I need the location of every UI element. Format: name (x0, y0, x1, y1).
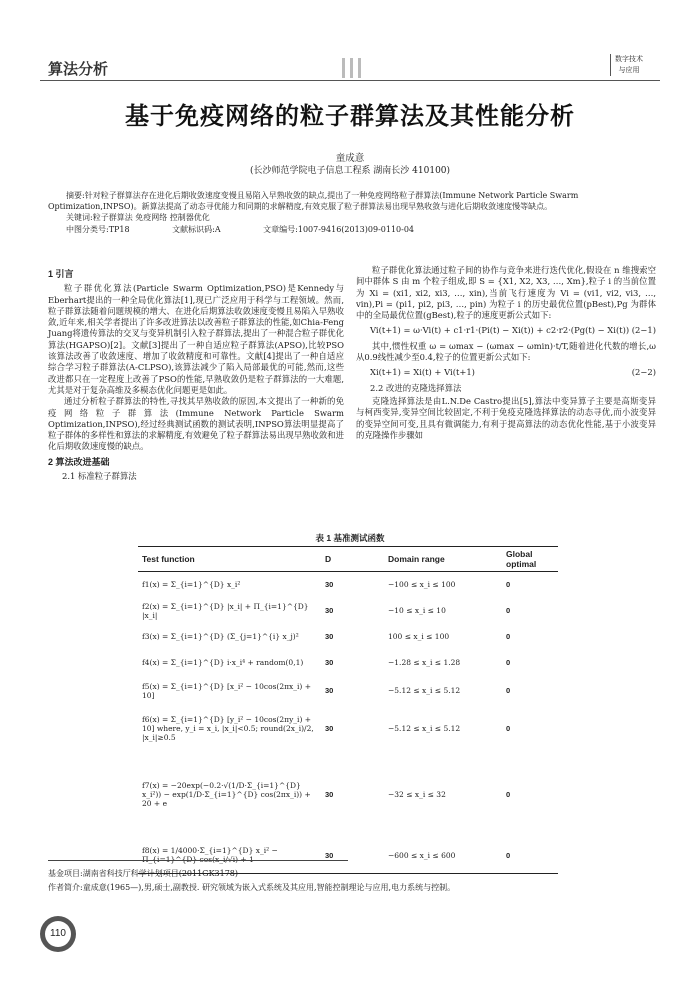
subsection-heading-pso: 2.1 标准粒子群算法 (62, 471, 137, 482)
col-header-d: D (321, 547, 384, 572)
domain-range: −600 ≤ x_i ≤ 600 (384, 838, 502, 874)
left-column (48, 265, 344, 484)
dimension: 30 (325, 658, 334, 667)
test-function-f1: f1(x) = Σ_{i=1}^{D} x_i² (142, 580, 241, 590)
footnote-rule (48, 860, 348, 861)
section-heading-basis: 2 算法改进基础 (48, 456, 110, 467)
col-header-function: Test function (138, 547, 321, 572)
page-number: 110 (45, 921, 71, 947)
global-optimal: 0 (506, 686, 511, 695)
dimension: 30 (325, 724, 334, 733)
table-row (138, 706, 558, 752)
domain-range: −5.12 ≤ x_i ≤ 5.12 (388, 686, 461, 695)
test-function-f3: f3(x) = Σ_{i=1}^{D} (Σ_{j=1}^{i} x_j)² (142, 632, 299, 641)
table-row (138, 676, 558, 706)
global-optimal: 0 (506, 658, 511, 667)
section-heading-intro: 1 引言 (48, 269, 74, 279)
paper-title: 基于免疫网络的粒子群算法及其性能分析 (125, 101, 575, 130)
clc-number: 中图分类号:TP18 (66, 225, 130, 234)
inertia-paragraph: 其中,惯性权重 ω = ωmax − (ωmax − ωmin)·t/T,随着进化代数的增长,ω从0.9线性减少至0.4,粒子的位置更新公式如下: (356, 340, 656, 363)
global-optimal: 0 (506, 724, 511, 733)
equation-2-2-number: (2−2) (631, 367, 656, 378)
header-rule (40, 80, 660, 81)
domain-range: −100 ≤ x_i ≤ 100 (388, 580, 456, 590)
equation-2-2 (356, 367, 656, 378)
author-name: 童成意 (335, 153, 365, 164)
col-header-optimal: Global optimal (502, 547, 558, 572)
col-header-domain: Domain range (384, 547, 502, 572)
domain-range: −1.28 ≤ x_i ≤ 1.28 (388, 658, 461, 667)
dimension: 30 (325, 790, 334, 799)
abstract: 摘要:针对粒子群算法存在进化后期收敛速度变慢且易陷入早熟收敛的缺点,提出了一种免疫网络粒子群算法(Immune Network Particle Swarm Optimization,INPSO)。新算法提高了动态寻优能力和同期的求解精度,有效克服了粒子群算法易出现早熟收敛与进化后期收敛速度慢等缺点。 (48, 191, 579, 211)
test-function-f6: f6(x) = Σ_{i=1}^{D} [y_i² − 10cos(2πy_i) + 10] where, y_i = x_i, |x_i|<0.5; round(2x_i)/2, |x_i|≥0.5 (142, 715, 314, 742)
benchmark-table (138, 546, 558, 874)
journal-name-line1: 数字技术 (615, 55, 643, 63)
table-row (138, 752, 558, 838)
keywords: 关键词:粒子群算法 免疫网络 控制器优化 (66, 213, 210, 222)
pso-paragraph: 粒子群优化算法通过粒子间的协作与竞争来进行迭代优化,假设在 n 维搜索空间中群体 S 由 m 个粒子组成,即 S = {X1, X2, X3, …, Xm},粒子 i 的当前位置为 Xi = (xi1, xi2, xi3, …, xin),当前飞行速度为 Vi = (vi1, vi2, vi3, …, vin),Pi = (pi1, pi2, pi3, …, pin) 为粒子 i 的历史最优位置(pBest),Pg 为群体中的全局最优位置(gBest),粒子的速度更新公式如下: (356, 265, 656, 321)
table-header-row (138, 547, 558, 572)
table-row (138, 598, 558, 624)
clone-paragraph: 克隆选择算法是由L.N.De Castro提出[5],算法中变异算子主要是高斯变异与柯西变异,变异空间比较固定,不利于免疫克隆选择算法的动态寻优,而小波变异的变异空间可变,且具有微调能力,有利于提高算法的动态优化性能,基于小波变异的克隆操作步骤如 (356, 395, 656, 440)
test-function-f2: f2(x) = Σ_{i=1}^{D} |x_i| + Π_{i=1}^{D} |x_i| (142, 601, 309, 620)
domain-range: −10 ≤ x_i ≤ 10 (388, 606, 446, 615)
doc-code: 文献标识码:A (172, 225, 221, 234)
global-optimal: 0 (506, 606, 511, 615)
global-optimal: 0 (506, 790, 511, 799)
global-optimal: 0 (502, 838, 558, 874)
affiliation: (长沙师范学院电子信息工程系 湖南长沙 410100) (249, 166, 451, 176)
dimension: 30 (321, 838, 384, 874)
intro-paragraph-2: 通过分析粒子群算法的特性,寻找其早熟收敛的原因,本文提出了一种新的免疫网络粒子群算法(Immune Network Particle Swarm Optimization,INPSO),经过经典测试函数的测试表明,INPSO算法明显提高了粒子群体的多样性和算法的求解精度,有效避免了粒子群算法易出现早熟收敛和进化后期收敛速度慢的缺点。 (48, 396, 344, 452)
page-number-badge (40, 916, 76, 952)
table-row (138, 650, 558, 676)
journal-name-line2: 与应用 (618, 66, 640, 74)
test-function-f7: f7(x) = −20exp(−0.2·√(1/D·Σ_{i=1}^{D} x_i²)) − exp(1/D·Σ_{i=1}^{D} cos(2πx_i)) + 20 + e (142, 781, 311, 808)
equation-2-1 (356, 325, 656, 336)
dimension: 30 (325, 686, 334, 695)
equation-2-2-body: Xi(t+1) = Xi(t) + Vi(t+1) (370, 367, 475, 378)
dimension: 30 (325, 632, 334, 641)
test-function-f8: f8(x) = 1/4000·Σ_{i=1}^{D} x_i² − (138, 838, 321, 874)
global-optimal: 0 (506, 632, 511, 641)
author-bio: 作者简介:童成意(1965—),男,硕士,副教授. 研究领域为嵌入式系统及其应用,智能控制理论与应用,电力系统与控制。 (48, 883, 456, 892)
domain-range: −32 ≤ x_i ≤ 32 (388, 790, 446, 799)
domain-range: −5.12 ≤ x_i ≤ 5.12 (388, 724, 461, 733)
test-function-f5: f5(x) = Σ_{i=1}^{D} [x_i² − 10cos(2πx_i) + 10] (142, 681, 312, 700)
subsection-heading-clone: 2.2 改进的克隆选择算法 (370, 382, 462, 393)
table-row (138, 624, 558, 650)
dimension: 30 (325, 580, 334, 590)
funding-note: 基金项目:湖南省科技厅科学计划项目(2011GK3178) (48, 869, 239, 878)
journal-logo (610, 54, 643, 76)
classification-row (66, 224, 454, 235)
equation-2-1-body: Vi(t+1) = ω·Vi(t) + c1·r1·(Pi(t) − Xi(t)) + c2·r2·(Pg(t) − Xi(t)) (370, 325, 630, 336)
section-tag: 算法分析 (48, 61, 109, 78)
article-number: 文章编号:1007-9416(2013)09-0110-04 (263, 225, 415, 234)
intro-paragraph-1: 粒子群优化算法(Particle Swarm Optimization,PSO)是Kennedy与Eberhart提出的一种全局优化算法[1],现已广泛应用于科学与工程领域。然而,粒子群算法随着问题规模的增大、在进化后期算法收敛速度变慢且易陷入早熟收敛,近年来,相关学者提出了许多改进算法以改善粒子群算法的性能,如Chia-Feng Juang将遗传算法的交叉与变异机制引入粒子群算法,提出了一种混合粒子群优化算法(HGAPSO)[2]。文献[3]提出了一种自适应粒子群算法(APSO),比较PSO该算法改善了收敛速度、增加了收敛精度和可靠性。文献[4]提出了一种自适应综合学习粒子群算法(A-CLPSO),该算法减少了陷入局部最优的可能,然而,这些改进都只在一定程度上改善了PSO的性能,早熟收敛仍是粒子群算法的一大难题,尤其是对于复杂高维及多模态优化问题更是如此。 (48, 283, 344, 395)
header-decor-bars (342, 58, 366, 82)
equation-2-1-number: (2−1) (631, 325, 656, 336)
test-function-f4: f4(x) = Σ_{i=1}^{D} i·x_i⁴ + random(0,1) (142, 658, 304, 667)
dimension: 30 (325, 606, 334, 615)
domain-range: 100 ≤ x_i ≤ 100 (388, 632, 450, 641)
global-optimal: 0 (506, 580, 511, 590)
table-caption: 表 1 基准测试函数 (315, 533, 385, 543)
right-column (356, 265, 656, 441)
table-row (138, 572, 558, 598)
